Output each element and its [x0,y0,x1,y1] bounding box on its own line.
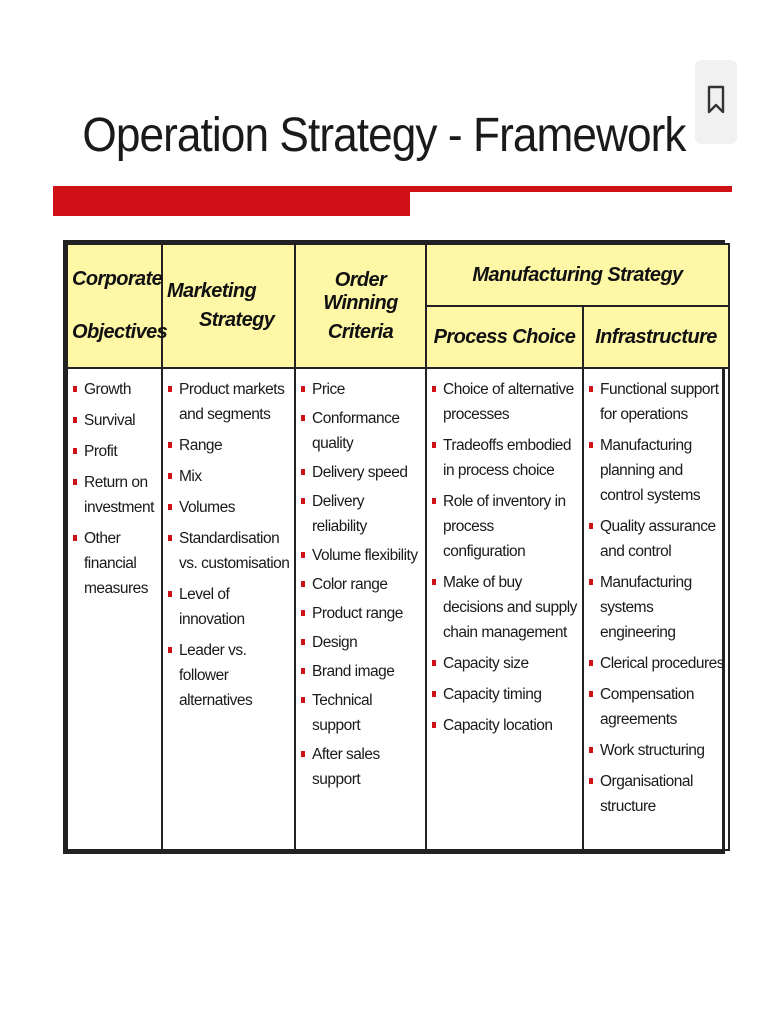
list-item: Product markets and segments [167,377,290,427]
header-manufacturing-strategy: Manufacturing Strategy [426,244,729,306]
list-item: Brand image [300,659,421,684]
list-item: Capacity size [431,651,578,676]
list-item: Design [300,630,421,655]
list-item: Product range [300,601,421,626]
list-item: After sales support [300,742,421,792]
header-corporate-objectives: Corporate Objectives [67,244,162,368]
list-item: Organisational structure [588,769,724,819]
list-item: Manufacturing planning and control systems [588,433,724,508]
column-corporate-objectives [67,368,162,850]
framework-table [63,240,725,854]
list-item: Capacity location [431,713,578,738]
list-item: Growth [72,377,157,402]
list-item: Leader vs. follower alternatives [167,638,290,713]
title-divider-bar [53,186,410,216]
list-item: Make of buy decisions and supply chain management [431,570,578,645]
list-item: Clerical procedures [588,651,724,676]
list-item: Role of inventory in process configuration [431,489,578,564]
list-item: Profit [72,439,157,464]
page-title: Operation Strategy - Framework [82,109,686,162]
list-item: Level of innovation [167,582,290,632]
list-item: Work structuring [588,738,724,763]
header-order-winning-criteria: Order Winning Criteria [295,244,426,368]
list-item: Range [167,433,290,458]
list-item: Return on investment [72,470,157,520]
list-item: Standardisation vs. customisation [167,526,290,576]
list-item: Functional support for operations [588,377,724,427]
list-item: Mix [167,464,290,489]
column-order-winning-criteria [295,368,426,850]
list-item: Price [300,377,421,402]
list-item: Other financial measures [72,526,157,601]
header-marketing-strategy: Marketing Strategy [162,244,295,368]
list-item: Capacity timing [431,682,578,707]
list-item: Technical support [300,688,421,738]
column-infrastructure [583,368,729,850]
list-item: Compensation agreements [588,682,724,732]
header-process-choice: Process Choice [426,306,583,368]
list-item: Tradeoffs embodied in process choice [431,433,578,483]
list-item: Quality assurance and control [588,514,724,564]
header-infrastructure: Infrastructure [583,306,729,368]
list-item: Manufacturing systems engineering [588,570,724,645]
list-item: Color range [300,572,421,597]
list-item: Volume flexibility [300,543,421,568]
list-item: Conformance quality [300,406,421,456]
list-item: Choice of alternative processes [431,377,578,427]
column-process-choice [426,368,583,850]
list-item: Delivery speed [300,460,421,485]
column-marketing-strategy [162,368,295,850]
list-item: Survival [72,408,157,433]
list-item: Delivery reliability [300,489,421,539]
list-item: Volumes [167,495,290,520]
